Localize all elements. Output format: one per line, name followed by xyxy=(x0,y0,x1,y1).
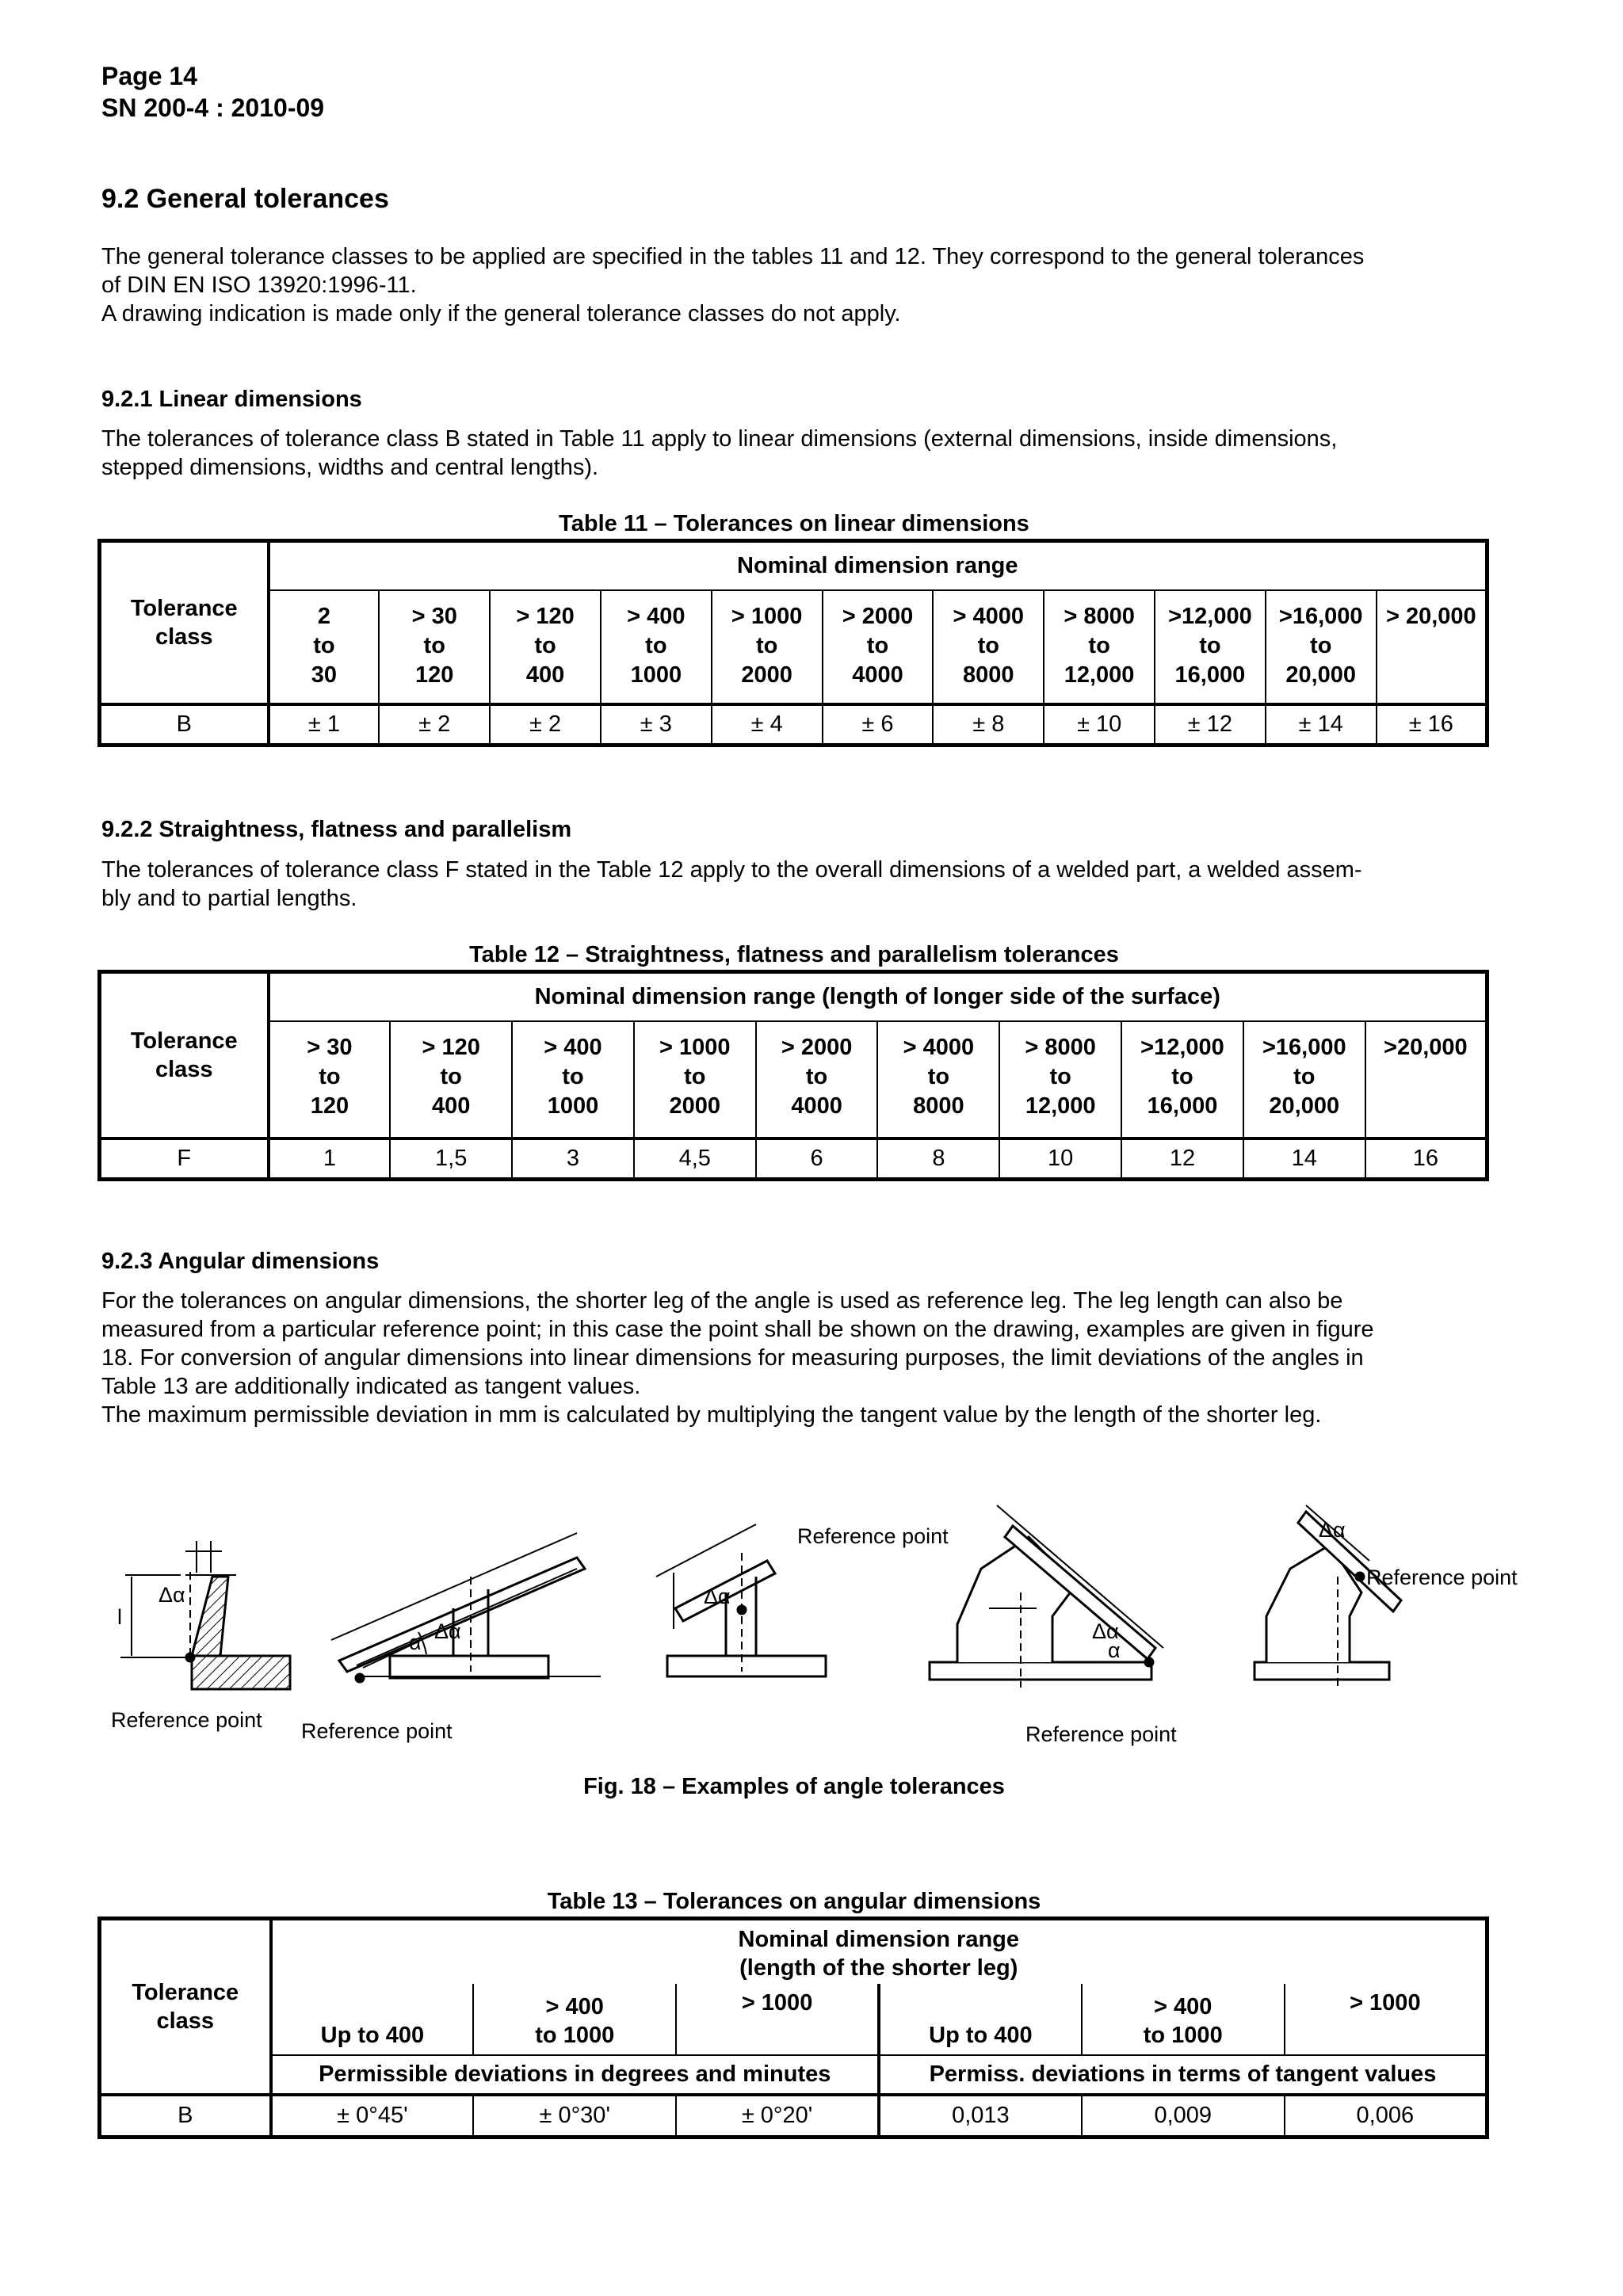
table12-range-cell: > 400 to 1000 xyxy=(512,1021,634,1138)
table11-range-cell: > 30 to 120 xyxy=(379,590,490,704)
table12-value-cell: 6 xyxy=(756,1138,878,1180)
section-9-2-1-paragraph: The tolerances of tolerance class B stated in Table 11 apply to linear dimensions (external dimensions, inside dimensions, stepped dimensions, widths and central lengths). xyxy=(101,426,1338,480)
ref-point-label-3: Reference point xyxy=(797,1524,949,1548)
table12-value-cell: 1 xyxy=(269,1138,391,1180)
table11-value-cell: ± 16 xyxy=(1377,704,1487,746)
section-heading-9-2-1: 9.2.1 Linear dimensions xyxy=(101,387,362,412)
table12-value-cell: 16 xyxy=(1365,1138,1487,1180)
table12-value-cell: 1,5 xyxy=(390,1138,512,1180)
section-heading-9-2-3: 9.2.3 Angular dimensions xyxy=(101,1249,380,1274)
table12-range-cell: > 120 to 400 xyxy=(390,1021,512,1138)
table13-value-cell: ± 0°45' xyxy=(271,2095,474,2138)
table13-value-cell: ± 0°30' xyxy=(473,2095,676,2138)
table12-range-cell: > 1000 to 2000 xyxy=(634,1021,756,1138)
table11-range-cell: >16,000 to 20,000 xyxy=(1266,590,1377,704)
table13-caption: Table 13 – Tolerances on angular dimensions xyxy=(547,1889,1041,1914)
table13-subheader-row xyxy=(100,2055,1487,2095)
table13-degrees-subheader: Permissible deviations in degrees and minutes xyxy=(271,2055,879,2095)
table11-range-cell: > 8000 to 12,000 xyxy=(1044,590,1155,704)
table11-range-cell: > 1000 to 2000 xyxy=(712,590,823,704)
table11-range-row xyxy=(100,590,1487,704)
table12-value-cell: 10 xyxy=(999,1138,1121,1180)
table12-value-cell: 12 xyxy=(1121,1138,1243,1180)
section-9-2-2-paragraph: The tolerances of tolerance class F stated in the Table 12 apply to the overall dimensions of a welded part, a welded assem- bly and to partial lengths. xyxy=(101,857,1362,911)
table13-range-cell: > 400 to 1000 xyxy=(473,1984,676,2055)
table12-range-cell: > 8000 to 12,000 xyxy=(999,1021,1121,1138)
alpha-symbol: α xyxy=(409,1630,422,1654)
table12-value-cell: 8 xyxy=(877,1138,999,1180)
section-heading-9-2-2: 9.2.2 Straightness, flatness and parallelism xyxy=(101,817,572,842)
table13-range-cell: > 400 to 1000 xyxy=(1082,1984,1285,2055)
table12-caption: Table 12 – Straightness, flatness and parallelism tolerances xyxy=(469,942,1119,967)
angle-example-4 xyxy=(930,1505,1163,1688)
figure18-drawing xyxy=(101,1458,1528,1759)
table11-range-header: Nominal dimension range xyxy=(269,541,1487,590)
table12-range-cell: > 2000 to 4000 xyxy=(756,1021,878,1138)
table13-range-cell: Up to 400 xyxy=(879,1984,1082,2055)
alpha-symbol: α xyxy=(1108,1638,1121,1662)
table11-range-cell: > 4000 to 8000 xyxy=(933,590,1044,704)
table11-value-cell: ± 8 xyxy=(933,704,1044,746)
table12-range-row xyxy=(100,1021,1487,1138)
table12 xyxy=(97,970,1489,1181)
table12-value-cell: 14 xyxy=(1243,1138,1365,1180)
table11-range-cell: 2 to 30 xyxy=(269,590,380,704)
table11 xyxy=(97,539,1489,747)
table13-value-cell: ± 0°20' xyxy=(676,2095,879,2138)
delta-alpha-symbol: Δα xyxy=(1092,1619,1119,1643)
table11-value-cell: ± 3 xyxy=(601,704,712,746)
table11-value-cell: ± 4 xyxy=(712,704,823,746)
table11-caption: Table 11 – Tolerances on linear dimensions xyxy=(559,511,1029,536)
table12-value-row xyxy=(100,1138,1487,1180)
table11-range-cell: > 20,000 xyxy=(1377,590,1487,704)
table11-range-cell: > 2000 to 4000 xyxy=(823,590,934,704)
table12-range-cell: > 4000 to 8000 xyxy=(877,1021,999,1138)
table11-range-cell: >12,000 to 16,000 xyxy=(1155,590,1266,704)
table13-range-row xyxy=(100,1984,1487,2055)
standard-id: SN 200-4 : 2010-09 xyxy=(101,93,325,122)
angle-example-2 xyxy=(331,1533,601,1682)
table13-range-cell: Up to 400 xyxy=(271,1984,474,2055)
table12-value-cell: 4,5 xyxy=(634,1138,756,1180)
section-heading-9-2: 9.2 General tolerances xyxy=(101,184,389,214)
table13-value-cell: 0,006 xyxy=(1285,2095,1487,2138)
table12-value-cell: 3 xyxy=(512,1138,634,1180)
leg-length-symbol: l xyxy=(117,1605,122,1629)
table11-value-cell: ± 2 xyxy=(379,704,490,746)
delta-alpha-symbol: Δα xyxy=(1319,1518,1346,1542)
table13-class-header: Tolerance class xyxy=(100,1919,271,2095)
table13-range-header: Nominal dimension range (length of the shorter leg) xyxy=(271,1919,1487,1984)
table11-class-header: Tolerance class xyxy=(100,541,269,704)
table12-class-header: Tolerance class xyxy=(100,972,269,1138)
angle-example-1 xyxy=(120,1541,290,1689)
table13-range-cell: > 1000 xyxy=(1285,1984,1487,2055)
table12-class-cell: F xyxy=(100,1138,269,1180)
table13-value-cell: 0,013 xyxy=(879,2095,1082,2138)
ref-point-label-1: Reference point xyxy=(111,1708,262,1732)
table12-range-cell: > 30 to 120 xyxy=(269,1021,391,1138)
section-9-2-paragraph: The general tolerance classes to be applied are specified in the tables 11 and 12. They correspond to the general tolerances of DIN EN ISO 13920:1996-11. A drawing indication is made only if the general tolerance classes do not apply. xyxy=(101,244,1365,326)
delta-alpha-symbol: Δα xyxy=(434,1619,461,1643)
figure18-caption: Fig. 18 – Examples of angle tolerances xyxy=(583,1774,1005,1799)
table12-range-header: Nominal dimension range (length of longer side of the surface) xyxy=(269,972,1487,1021)
table11-value-cell: ± 10 xyxy=(1044,704,1155,746)
ref-point-label-5: Reference point xyxy=(1366,1566,1518,1589)
ref-point-label-2: Reference point xyxy=(301,1719,453,1743)
table11-value-cell: ± 1 xyxy=(269,704,380,746)
table11-range-cell: > 120 to 400 xyxy=(490,590,601,704)
table11-value-cell: ± 2 xyxy=(490,704,601,746)
table13-value-row xyxy=(100,2095,1487,2138)
table12-range-cell: >20,000 xyxy=(1365,1021,1487,1138)
delta-alpha-symbol: Δα xyxy=(704,1585,731,1608)
page-number: Page 14 xyxy=(101,62,197,90)
table12-range-cell: >16,000 to 20,000 xyxy=(1243,1021,1365,1138)
ref-point-label-4: Reference point xyxy=(1025,1722,1177,1746)
table11-value-cell: ± 14 xyxy=(1266,704,1377,746)
table12-range-cell: >12,000 to 16,000 xyxy=(1121,1021,1243,1138)
table13 xyxy=(97,1917,1489,2139)
table11-value-cell: ± 6 xyxy=(823,704,934,746)
table11-class-cell: B xyxy=(100,704,269,746)
table11-value-row xyxy=(100,704,1487,746)
section-9-2-3-paragraph: For the tolerances on angular dimensions, the shorter leg of the angle is used as reference leg. The leg length can also be measured from a particular reference point; in this case the point shall be shown on the drawing, examples are given in figure 18. For conversion of angular dimensions into linear dimensions for measuring purposes, the limit deviations of the angles in Table 13 are additionally indicated as tangent values. The maximum permissible deviation in mm is calculated by multiplying the tangent value by the length of the shorter leg. xyxy=(101,1288,1374,1428)
table13-tangent-subheader: Permiss. deviations in terms of tangent values xyxy=(879,2055,1487,2095)
delta-alpha-symbol: Δα xyxy=(158,1583,185,1607)
table13-range-cell: > 1000 xyxy=(676,1984,879,2055)
table11-value-cell: ± 12 xyxy=(1155,704,1266,746)
table13-class-cell: B xyxy=(100,2095,271,2138)
table11-range-cell: > 400 to 1000 xyxy=(601,590,712,704)
table13-value-cell: 0,009 xyxy=(1082,2095,1285,2138)
